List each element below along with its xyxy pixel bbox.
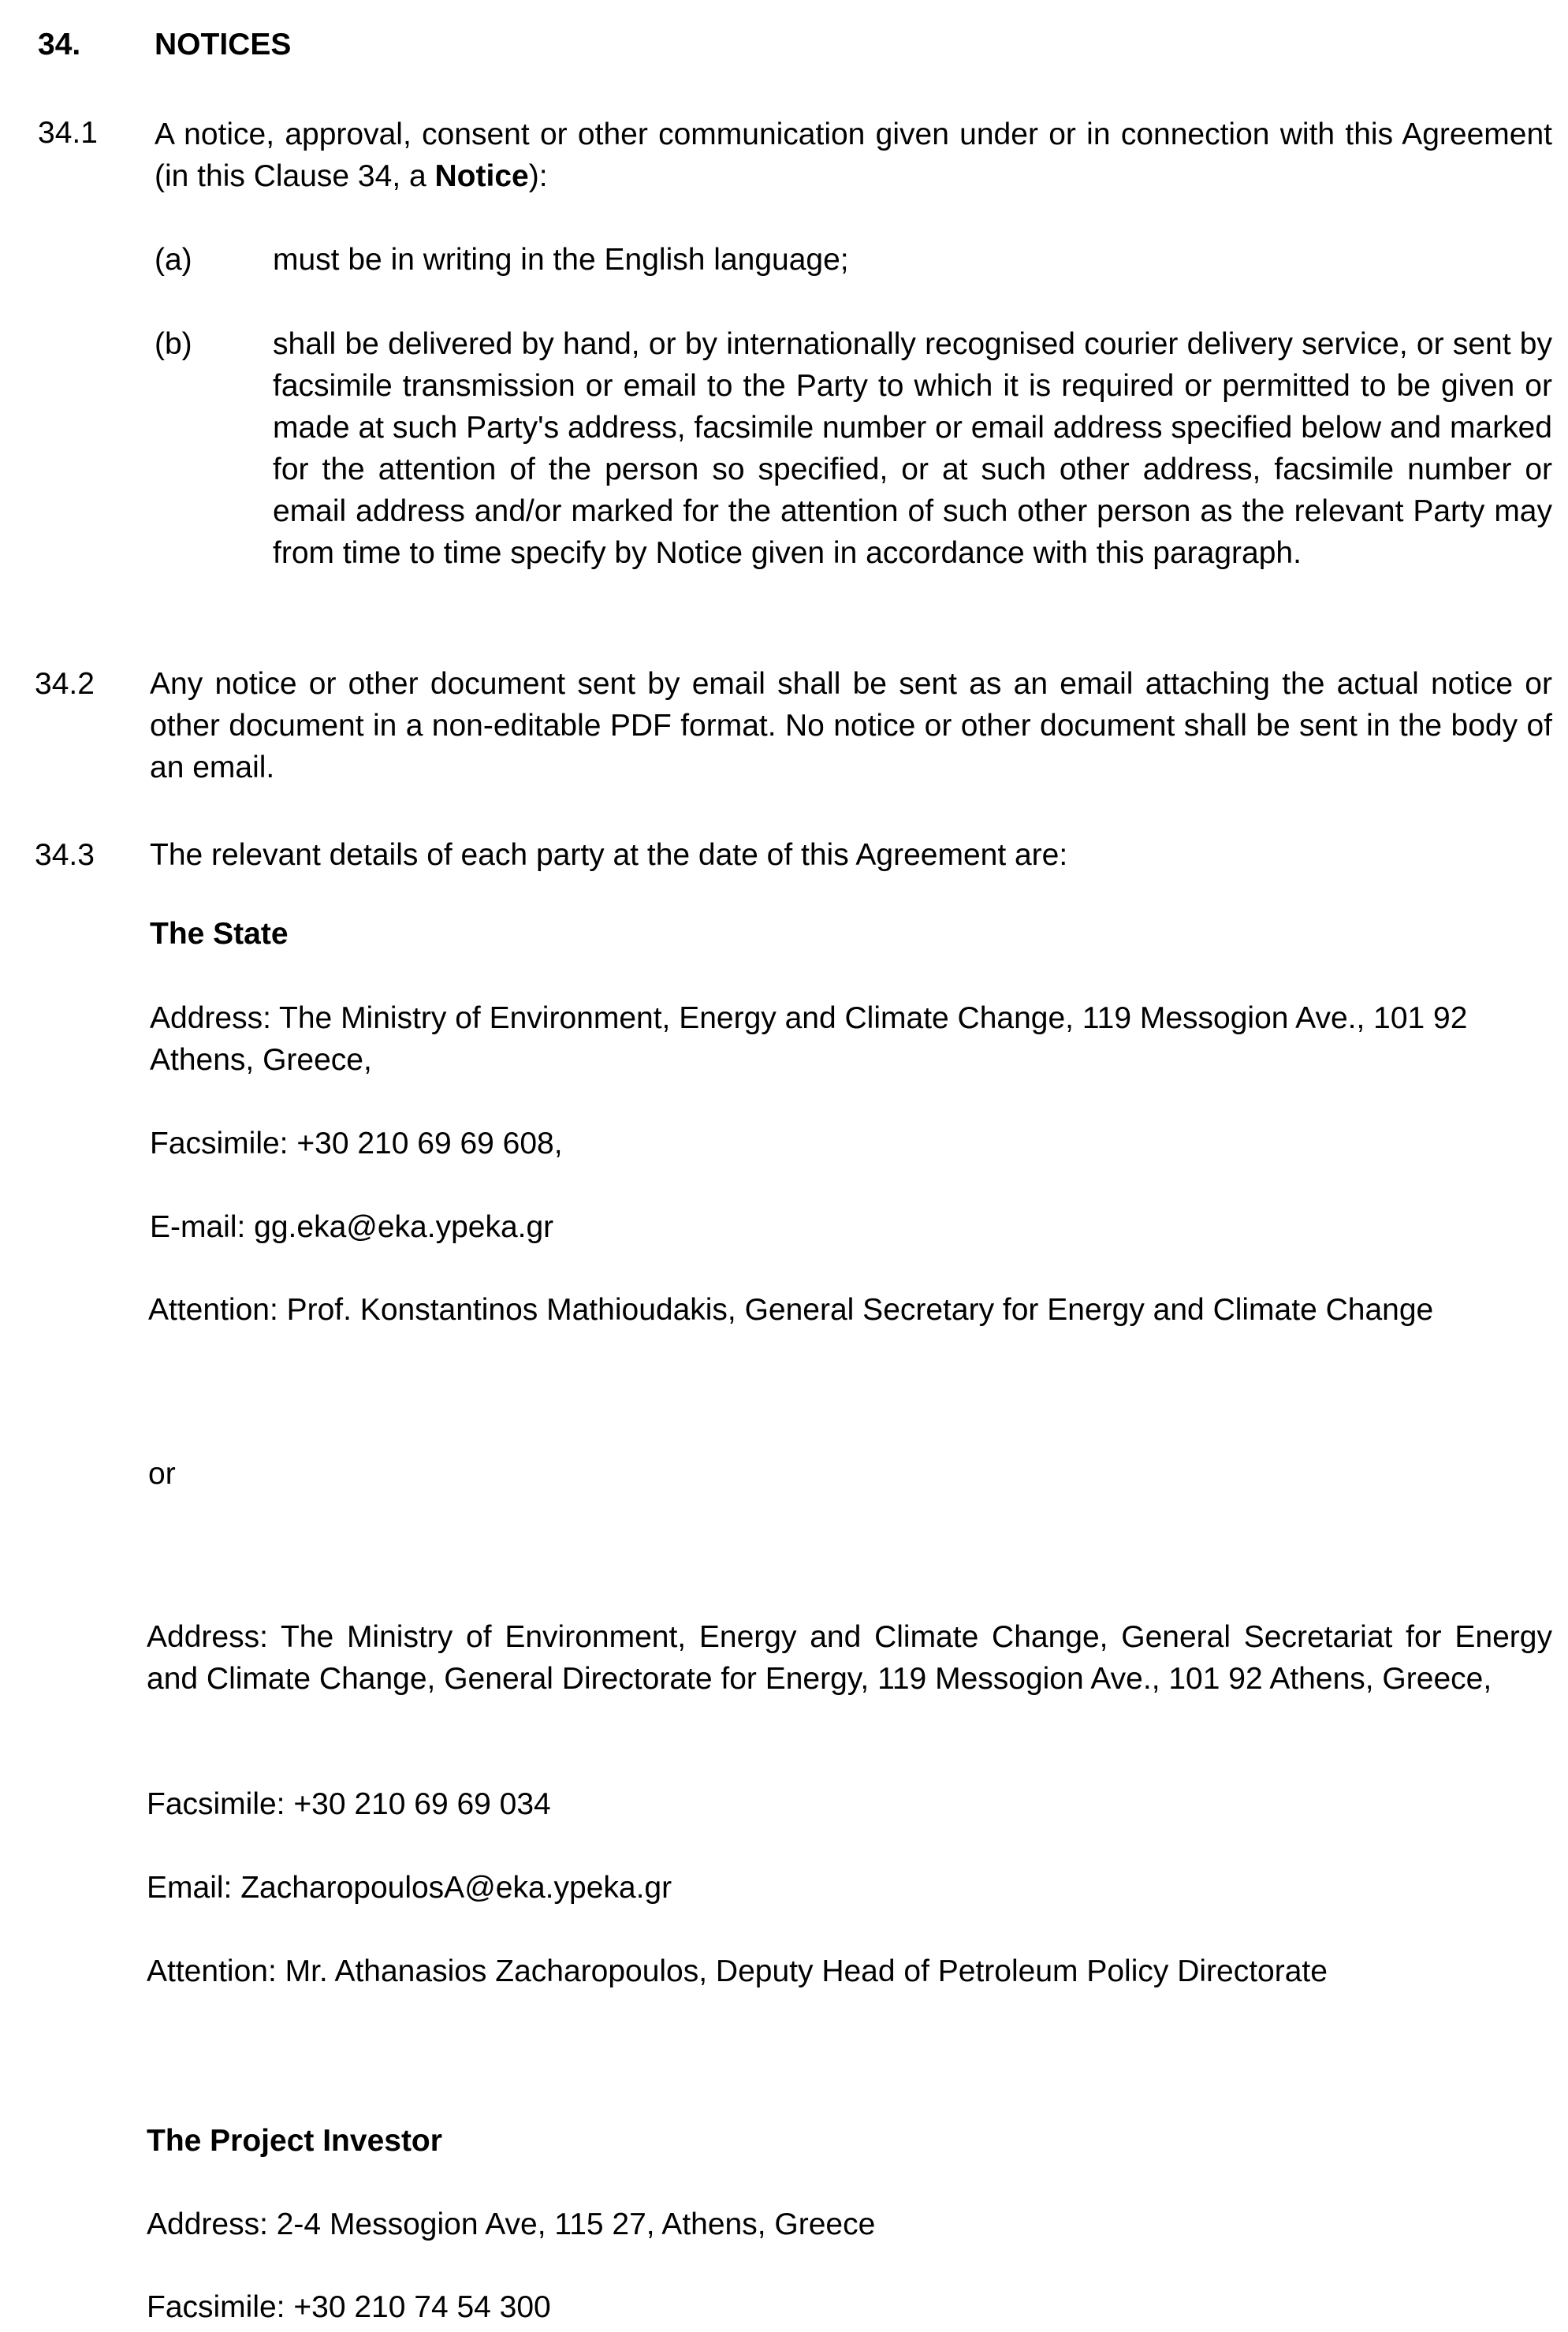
party-heading-investor: The Project Investor	[147, 2124, 442, 2158]
subclause-number-34-3: 34.3	[35, 838, 95, 872]
investor-facsimile: Facsimile: +30 210 74 54 300	[147, 2290, 551, 2324]
clause-number: 34.	[38, 28, 81, 61]
state-facsimile: Facsimile: +30 210 69 69 608,	[150, 1127, 563, 1160]
subclause-34-1-text-before: A notice, approval, consent or other communication given under or in connection with this Agreement (in this Clause 34, a	[155, 117, 1552, 193]
subclause-34-1-text-after: ):	[528, 159, 548, 193]
defined-term-notice: Notice	[434, 159, 529, 193]
state-alternate-email: Email: ZacharopoulosA@eka.ypeka.gr	[147, 1871, 672, 1905]
clause-title: NOTICES	[155, 28, 292, 61]
state-or-separator: or	[148, 1457, 176, 1491]
item-label-a: (a)	[155, 243, 192, 277]
item-text-a: must be in writing in the English language;	[273, 243, 849, 277]
item-label-b: (b)	[155, 327, 192, 361]
party-heading-state: The State	[150, 917, 289, 951]
state-alternate-facsimile: Facsimile: +30 210 69 69 034	[147, 1787, 551, 1821]
subclause-34-3-text: The relevant details of each party at the date of this Agreement are:	[150, 838, 1068, 872]
state-alternate-attention: Attention: Mr. Athanasios Zacharopoulos, Deputy Head of Petroleum Policy Directorate	[147, 1954, 1328, 1988]
item-text-b: shall be delivered by hand, or by internationally recognised courier delivery service, or sent by facsimile transmission or email to the Party to which it is required or permitted to be given or made at such Party's address, facsimile number or email address specified below and marked for the attention of the person so specified, or at such other address, facsimile number or email address and/or marked for the attention of such other person as the relevant Party may from time to time specify by Notice given in accordance with this paragraph.	[273, 327, 1552, 570]
subclause-number-34-1: 34.1	[38, 116, 98, 150]
state-email: E-mail: gg.eka@eka.ypeka.gr	[150, 1210, 554, 1244]
state-attention: Attention: Prof. Konstantinos Mathioudakis, General Secretary for Energy and Climate Change	[148, 1293, 1434, 1327]
subclause-number-34-2: 34.2	[35, 667, 95, 701]
investor-address: Address: 2-4 Messogion Ave, 115 27, Athens, Greece	[147, 2207, 876, 2241]
subclause-34-2-text: Any notice or other document sent by email shall be sent as an email attaching the actual notice or other document in a non-editable PDF format. No notice or other document shall be sent in the body of an email.	[150, 667, 1552, 784]
state-alternate-address: Address: The Ministry of Environment, Energy and Climate Change, General Secretariat for Energy and Climate Change, General Directorate for Energy, 119 Messogion Ave., 101 92 Athens, Greece,	[147, 1620, 1552, 1696]
subclause-34-1-text	[155, 114, 1552, 197]
state-address: Address: The Ministry of Environment, Energy and Climate Change, 119 Messogion Ave., 101 92 Athens, Greece,	[150, 1001, 1468, 1077]
